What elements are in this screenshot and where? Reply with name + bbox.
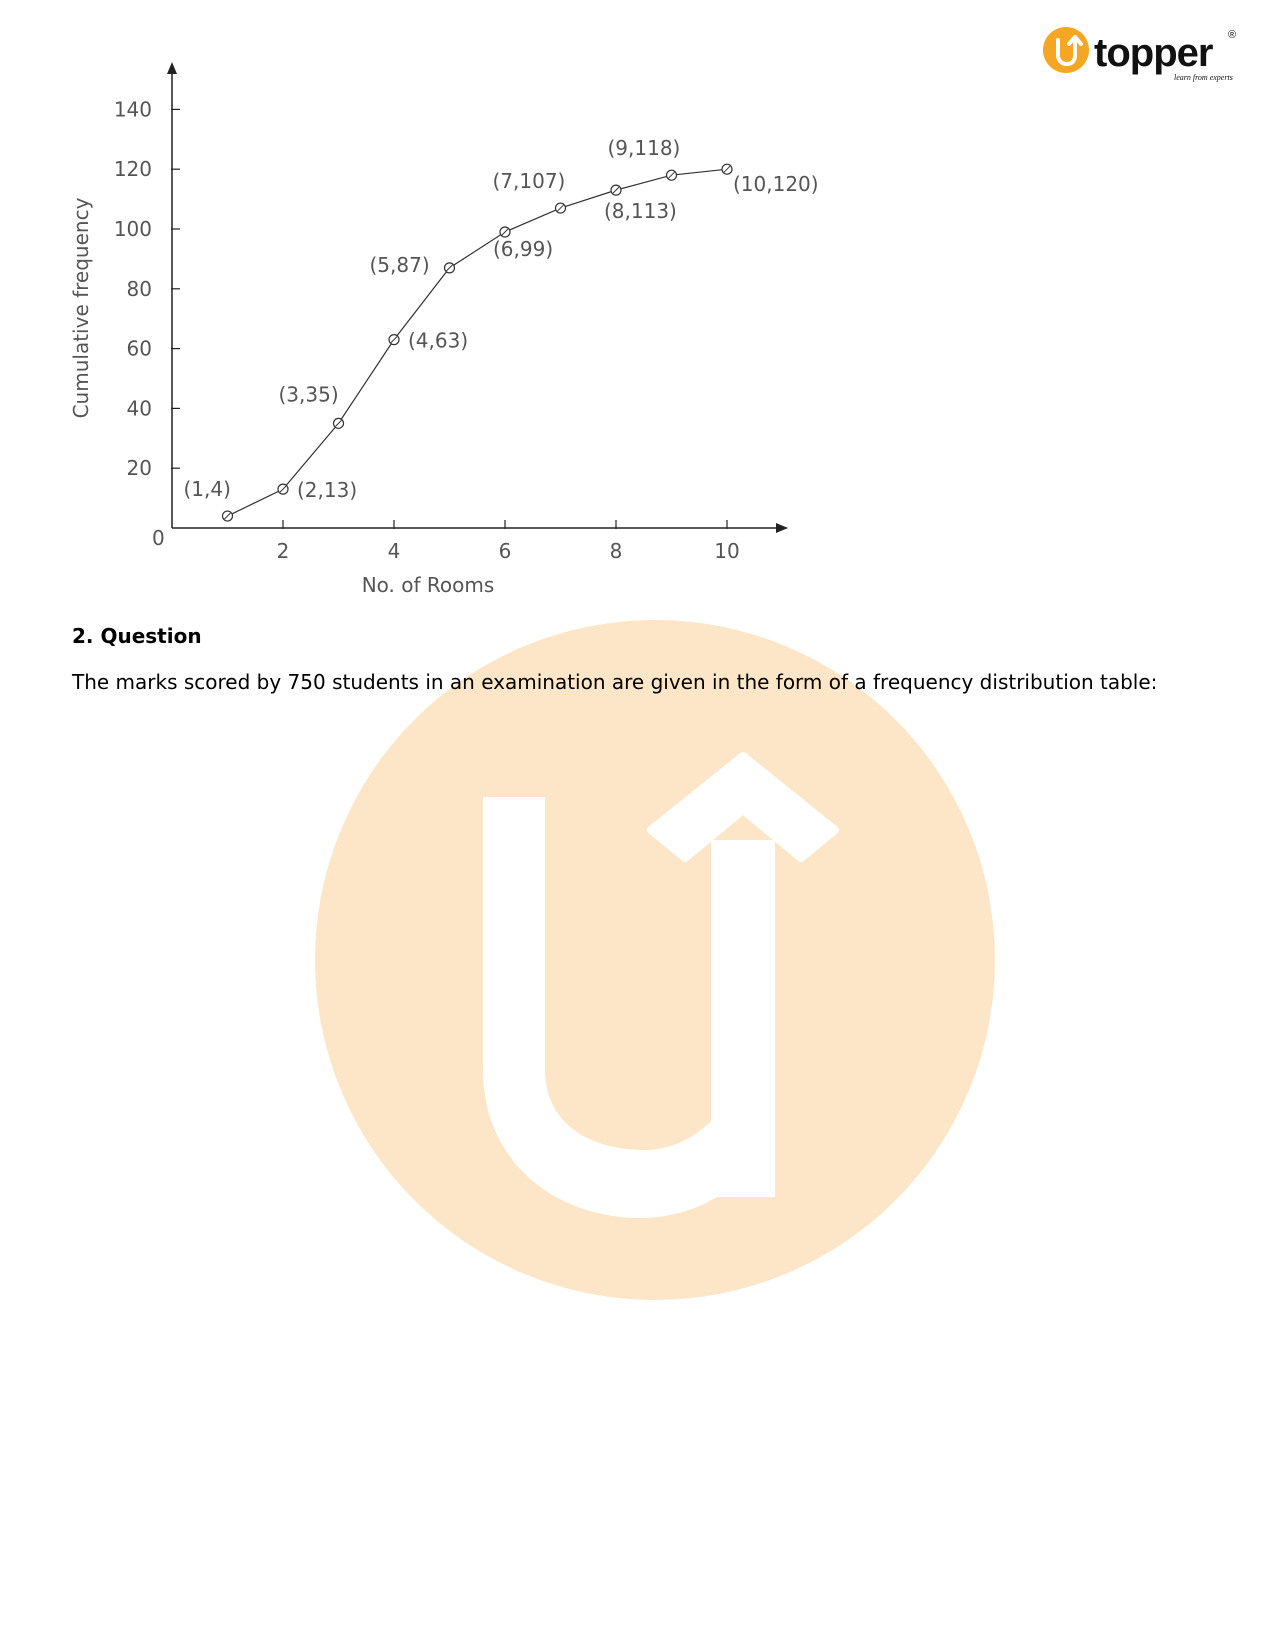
x-tick-label: 4: [387, 539, 401, 563]
x-tick-label: 10: [714, 539, 740, 563]
data-label: (10,120): [733, 172, 819, 197]
y-axis-label: Cumulative frequency: [69, 197, 93, 419]
y-tick-label: 120: [113, 157, 152, 182]
data-label: (3,35): [278, 382, 339, 407]
question-text: The marks scored by 750 students in an examination are given in the form of a frequency distribution table:: [72, 670, 1158, 694]
data-point: [722, 164, 732, 174]
data-label: (5,87): [369, 252, 430, 277]
y-tick-label: 140: [113, 97, 152, 122]
data-label: (1,4): [183, 477, 231, 502]
origin-label: 0: [152, 526, 165, 550]
data-point: [667, 170, 677, 180]
question-heading: 2. Question: [72, 624, 202, 648]
data-label: (2,13): [297, 478, 358, 503]
data-point: [223, 511, 233, 521]
watermark-logo: [315, 620, 995, 1300]
y-axis-ticks: [114, 97, 180, 480]
logo-circle-icon: [1043, 27, 1089, 73]
x-axis-arrow-icon: [776, 523, 788, 533]
data-point: [611, 185, 621, 195]
y-tick-label: 20: [126, 456, 152, 481]
data-label: (7,107): [492, 169, 566, 194]
y-axis-arrow-icon: [167, 62, 177, 74]
x-tick-label: 8: [609, 539, 623, 563]
y-tick-label: 80: [126, 276, 152, 301]
x-axis-label: No. of Rooms: [361, 573, 495, 597]
data-label: (4,63): [408, 328, 469, 353]
data-label: (6,99): [493, 236, 554, 261]
data-point: [334, 418, 344, 428]
cumulative-frequency-chart: [0, 0, 900, 620]
data-point: [445, 263, 455, 273]
chart-axes: [172, 68, 780, 528]
y-tick-label: 100: [113, 217, 152, 241]
x-axis-ticks: [277, 520, 740, 563]
data-point: [278, 484, 288, 494]
y-tick-label: 40: [126, 396, 152, 421]
x-tick-label: 2: [276, 539, 290, 563]
data-label: (8,113): [604, 199, 677, 224]
logo-wordmark: topper: [1094, 31, 1213, 75]
data-label: (9,118): [607, 136, 681, 161]
logo-tagline: learn from experts: [1174, 73, 1233, 82]
data-point: [389, 335, 399, 345]
y-tick-label: 60: [126, 336, 152, 361]
logo-registered-mark: ®: [1228, 29, 1237, 41]
data-point: [500, 227, 510, 237]
data-point: [556, 203, 566, 213]
point-labels: [184, 136, 819, 502]
brand-logo: [1042, 22, 1242, 88]
x-tick-label: 6: [498, 539, 512, 563]
